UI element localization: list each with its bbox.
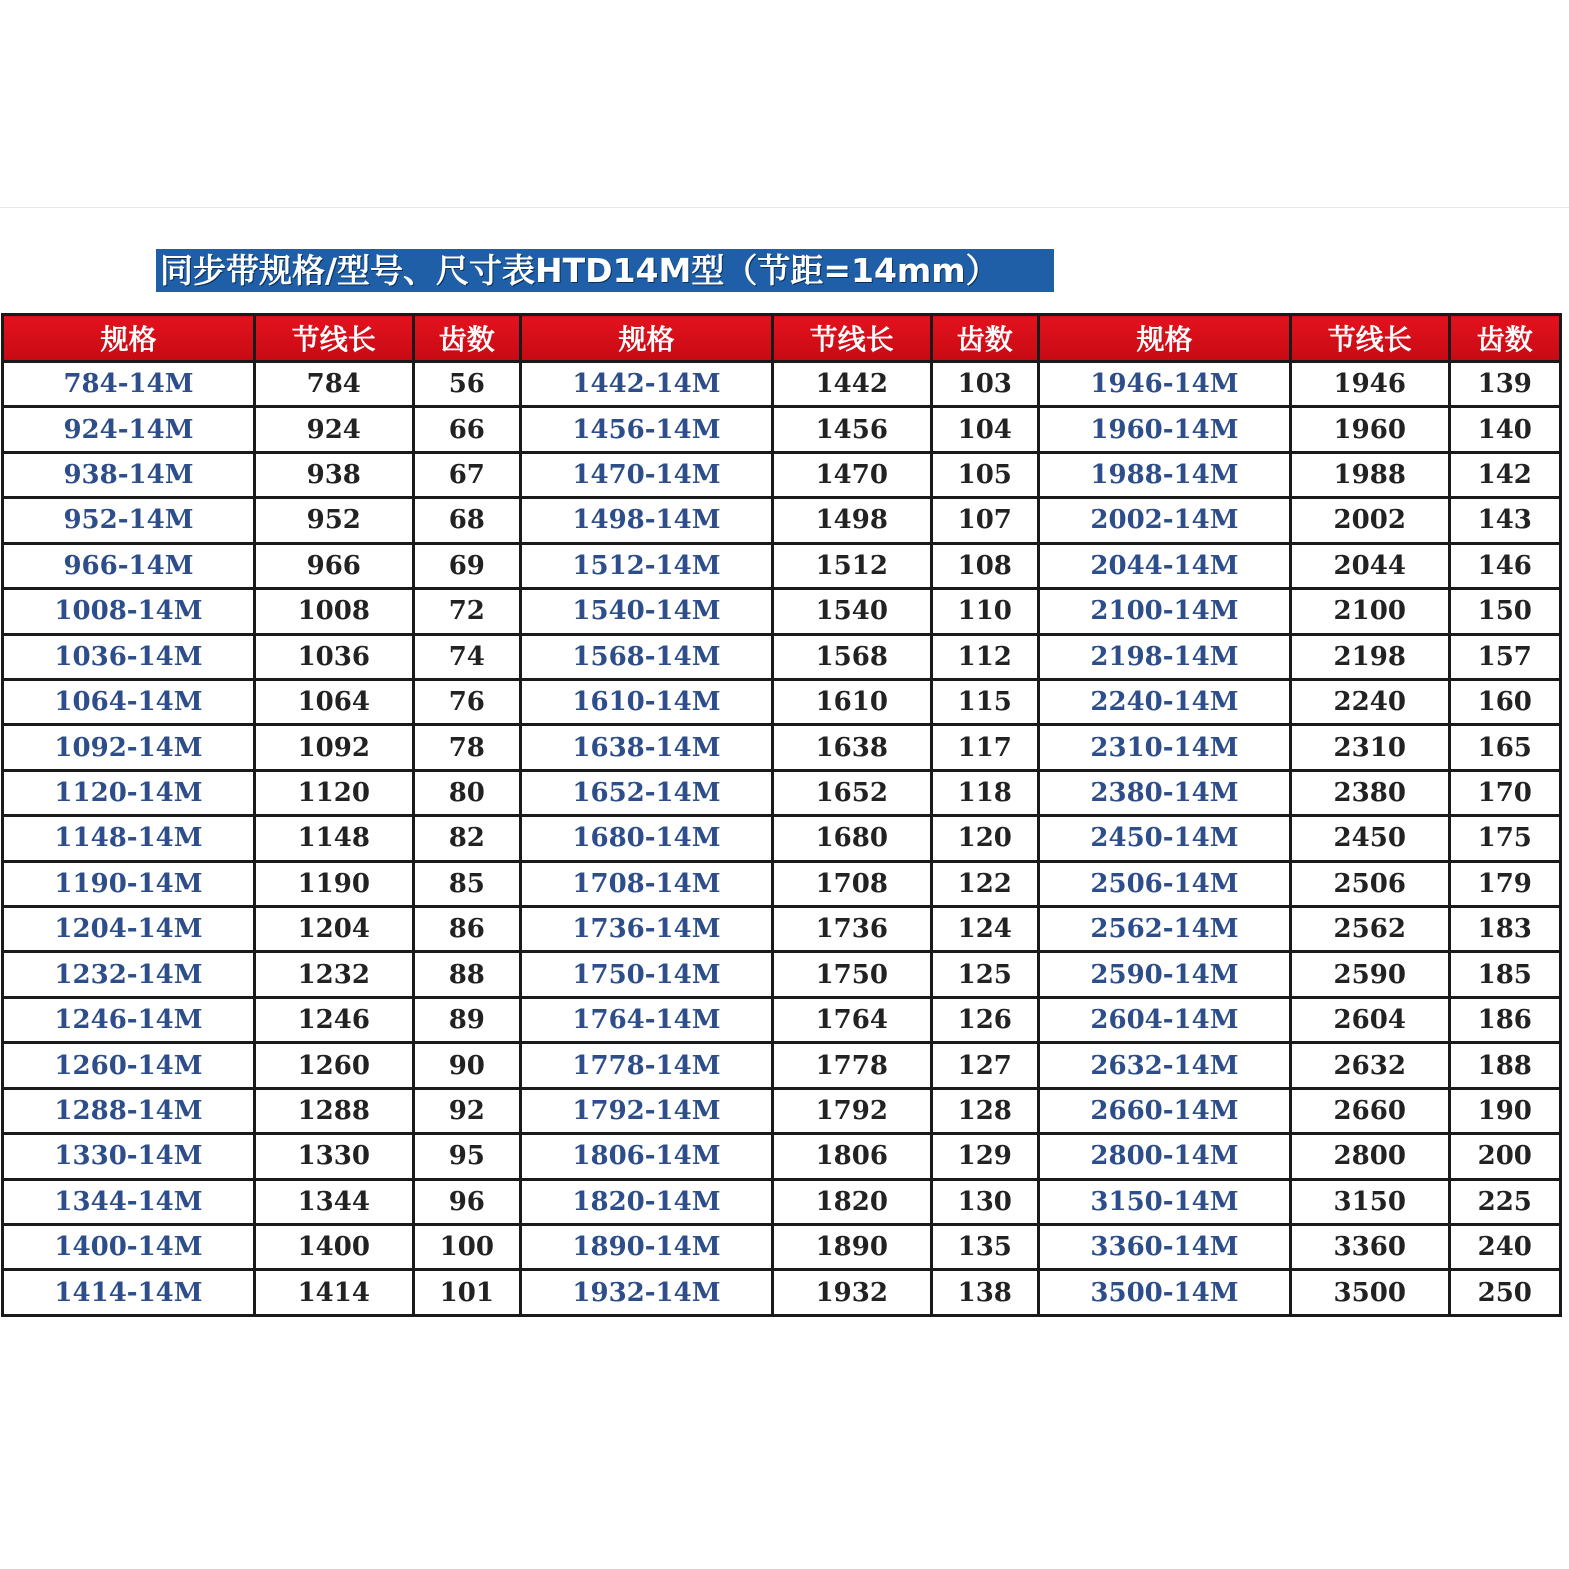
table-row — [3, 725, 1561, 770]
spec-cell: 1400-14M — [3, 1225, 255, 1270]
pitch-length-cell: 1652 — [772, 770, 931, 815]
teeth-cell: 146 — [1449, 543, 1560, 588]
pitch-length-cell: 1792 — [772, 1088, 931, 1133]
table-row — [3, 679, 1561, 724]
pitch-length-cell: 2562 — [1290, 907, 1449, 952]
pitch-length-cell: 1750 — [772, 952, 931, 997]
spec-cell: 2590-14M — [1038, 952, 1290, 997]
pitch-length-cell: 1008 — [254, 589, 413, 634]
table-row — [3, 997, 1561, 1042]
spec-cell: 1960-14M — [1038, 407, 1290, 452]
spec-cell: 938-14M — [3, 452, 255, 497]
spec-cell: 2562-14M — [1038, 907, 1290, 952]
table-row — [3, 543, 1561, 588]
pitch-length-cell: 1498 — [772, 498, 931, 543]
pitch-length-cell: 1260 — [254, 1043, 413, 1088]
table-row — [3, 362, 1561, 407]
pitch-length-cell: 784 — [254, 362, 413, 407]
table-row — [3, 1270, 1561, 1316]
teeth-cell: 240 — [1449, 1225, 1560, 1270]
pitch-length-cell: 2100 — [1290, 589, 1449, 634]
pitch-length-cell: 1064 — [254, 679, 413, 724]
teeth-cell: 100 — [413, 1225, 520, 1270]
pitch-length-cell: 1456 — [772, 407, 931, 452]
spec-cell: 1764-14M — [520, 997, 772, 1042]
pitch-length-cell: 2632 — [1290, 1043, 1449, 1088]
spec-cell: 1344-14M — [3, 1179, 255, 1224]
header-spec: 规格 — [3, 315, 255, 362]
spec-cell: 1204-14M — [3, 907, 255, 952]
teeth-cell: 110 — [931, 589, 1038, 634]
teeth-cell: 92 — [413, 1088, 520, 1133]
table-row — [3, 1088, 1561, 1133]
header-teeth: 齿数 — [1449, 315, 1560, 362]
teeth-cell: 130 — [931, 1179, 1038, 1224]
spec-cell: 2198-14M — [1038, 634, 1290, 679]
spec-cell: 1932-14M — [520, 1270, 772, 1316]
teeth-cell: 124 — [931, 907, 1038, 952]
pitch-length-cell: 1190 — [254, 861, 413, 906]
pitch-length-cell: 1470 — [772, 452, 931, 497]
teeth-cell: 85 — [413, 861, 520, 906]
teeth-cell: 128 — [931, 1088, 1038, 1133]
spec-cell: 2100-14M — [1038, 589, 1290, 634]
teeth-cell: 96 — [413, 1179, 520, 1224]
teeth-cell: 142 — [1449, 452, 1560, 497]
spec-cell: 1792-14M — [520, 1088, 772, 1133]
pitch-length-cell: 3500 — [1290, 1270, 1449, 1316]
spec-cell: 924-14M — [3, 407, 255, 452]
pitch-length-cell: 2044 — [1290, 543, 1449, 588]
spec-cell: 1288-14M — [3, 1088, 255, 1133]
teeth-cell: 108 — [931, 543, 1038, 588]
teeth-cell: 125 — [931, 952, 1038, 997]
pitch-length-cell: 1414 — [254, 1270, 413, 1316]
pitch-length-cell: 1764 — [772, 997, 931, 1042]
teeth-cell: 186 — [1449, 997, 1560, 1042]
pitch-length-cell: 1946 — [1290, 362, 1449, 407]
pitch-length-cell: 2590 — [1290, 952, 1449, 997]
table-row — [3, 407, 1561, 452]
pitch-length-cell: 1778 — [772, 1043, 931, 1088]
pitch-length-cell: 1204 — [254, 907, 413, 952]
teeth-cell: 76 — [413, 679, 520, 724]
spec-cell: 2450-14M — [1038, 816, 1290, 861]
spec-cell: 1820-14M — [520, 1179, 772, 1224]
teeth-cell: 188 — [1449, 1043, 1560, 1088]
pitch-length-cell: 1512 — [772, 543, 931, 588]
pitch-length-cell: 1092 — [254, 725, 413, 770]
spec-cell: 1806-14M — [520, 1134, 772, 1179]
spec-cell: 1148-14M — [3, 816, 255, 861]
pitch-length-cell: 1120 — [254, 770, 413, 815]
pitch-length-cell: 3150 — [1290, 1179, 1449, 1224]
spec-cell: 952-14M — [3, 498, 255, 543]
spec-cell: 1708-14M — [520, 861, 772, 906]
spec-cell: 1120-14M — [3, 770, 255, 815]
spec-cell: 784-14M — [3, 362, 255, 407]
spec-cell: 2310-14M — [1038, 725, 1290, 770]
spec-cell: 1260-14M — [3, 1043, 255, 1088]
table-row — [3, 770, 1561, 815]
table-title: 同步带规格/型号、尺寸表HTD14M型（节距=14mm） — [156, 249, 1054, 292]
spec-cell: 1946-14M — [1038, 362, 1290, 407]
pitch-length-cell: 2002 — [1290, 498, 1449, 543]
teeth-cell: 160 — [1449, 679, 1560, 724]
teeth-cell: 120 — [931, 816, 1038, 861]
header-pitch-length: 节线长 — [772, 315, 931, 362]
teeth-cell: 88 — [413, 952, 520, 997]
spec-cell: 1512-14M — [520, 543, 772, 588]
spec-cell: 1470-14M — [520, 452, 772, 497]
spec-table-container — [1, 313, 1562, 1317]
header-spec: 规格 — [1038, 315, 1290, 362]
pitch-length-cell: 1344 — [254, 1179, 413, 1224]
teeth-cell: 66 — [413, 407, 520, 452]
pitch-length-cell: 2800 — [1290, 1134, 1449, 1179]
table-row — [3, 498, 1561, 543]
pitch-length-cell: 1246 — [254, 997, 413, 1042]
teeth-cell: 56 — [413, 362, 520, 407]
pitch-length-cell: 1932 — [772, 1270, 931, 1316]
spec-cell: 1680-14M — [520, 816, 772, 861]
teeth-cell: 105 — [931, 452, 1038, 497]
pitch-length-cell: 2310 — [1290, 725, 1449, 770]
teeth-cell: 250 — [1449, 1270, 1560, 1316]
teeth-cell: 78 — [413, 725, 520, 770]
pitch-length-cell: 2240 — [1290, 679, 1449, 724]
teeth-cell: 200 — [1449, 1134, 1560, 1179]
table-row — [3, 861, 1561, 906]
pitch-length-cell: 1820 — [772, 1179, 931, 1224]
teeth-cell: 135 — [931, 1225, 1038, 1270]
spec-cell: 2506-14M — [1038, 861, 1290, 906]
pitch-length-cell: 1736 — [772, 907, 931, 952]
teeth-cell: 117 — [931, 725, 1038, 770]
pitch-length-cell: 1680 — [772, 816, 931, 861]
teeth-cell: 190 — [1449, 1088, 1560, 1133]
teeth-cell: 118 — [931, 770, 1038, 815]
teeth-cell: 157 — [1449, 634, 1560, 679]
table-row — [3, 907, 1561, 952]
teeth-cell: 170 — [1449, 770, 1560, 815]
teeth-cell: 72 — [413, 589, 520, 634]
teeth-cell: 165 — [1449, 725, 1560, 770]
pitch-length-cell: 2450 — [1290, 816, 1449, 861]
teeth-cell: 127 — [931, 1043, 1038, 1088]
teeth-cell: 104 — [931, 407, 1038, 452]
pitch-length-cell: 1568 — [772, 634, 931, 679]
pitch-length-cell: 1036 — [254, 634, 413, 679]
spec-cell: 1778-14M — [520, 1043, 772, 1088]
teeth-cell: 80 — [413, 770, 520, 815]
teeth-cell: 82 — [413, 816, 520, 861]
spec-cell: 1330-14M — [3, 1134, 255, 1179]
pitch-length-cell: 966 — [254, 543, 413, 588]
spec-cell: 1414-14M — [3, 1270, 255, 1316]
pitch-length-cell: 1442 — [772, 362, 931, 407]
spec-cell: 3150-14M — [1038, 1179, 1290, 1224]
teeth-cell: 68 — [413, 498, 520, 543]
table-row — [3, 589, 1561, 634]
pitch-length-cell: 1330 — [254, 1134, 413, 1179]
table-row — [3, 1225, 1561, 1270]
teeth-cell: 179 — [1449, 861, 1560, 906]
table-row — [3, 634, 1561, 679]
teeth-cell: 150 — [1449, 589, 1560, 634]
teeth-cell: 175 — [1449, 816, 1560, 861]
pitch-length-cell: 1400 — [254, 1225, 413, 1270]
spec-cell: 1456-14M — [520, 407, 772, 452]
header-pitch-length: 节线长 — [1290, 315, 1449, 362]
header-row — [3, 315, 1561, 362]
header-teeth: 齿数 — [931, 315, 1038, 362]
spec-cell: 1890-14M — [520, 1225, 772, 1270]
header-pitch-length: 节线长 — [254, 315, 413, 362]
pitch-length-cell: 1960 — [1290, 407, 1449, 452]
pitch-length-cell: 924 — [254, 407, 413, 452]
pitch-length-cell: 3360 — [1290, 1225, 1449, 1270]
teeth-cell: 89 — [413, 997, 520, 1042]
spec-cell: 1750-14M — [520, 952, 772, 997]
spec-cell: 1008-14M — [3, 589, 255, 634]
spec-cell: 1568-14M — [520, 634, 772, 679]
pitch-length-cell: 952 — [254, 498, 413, 543]
table-row — [3, 816, 1561, 861]
pitch-length-cell: 2660 — [1290, 1088, 1449, 1133]
teeth-cell: 86 — [413, 907, 520, 952]
table-row — [3, 952, 1561, 997]
spec-cell: 2800-14M — [1038, 1134, 1290, 1179]
pitch-length-cell: 2506 — [1290, 861, 1449, 906]
teeth-cell: 69 — [413, 543, 520, 588]
spec-cell: 1988-14M — [1038, 452, 1290, 497]
spec-cell: 2604-14M — [1038, 997, 1290, 1042]
spec-cell: 1736-14M — [520, 907, 772, 952]
pitch-length-cell: 1288 — [254, 1088, 413, 1133]
table-row — [3, 1043, 1561, 1088]
pitch-length-cell: 1232 — [254, 952, 413, 997]
teeth-cell: 225 — [1449, 1179, 1560, 1224]
table-row — [3, 1134, 1561, 1179]
teeth-cell: 90 — [413, 1043, 520, 1088]
spec-cell: 1092-14M — [3, 725, 255, 770]
table-row — [3, 452, 1561, 497]
teeth-cell: 183 — [1449, 907, 1560, 952]
spec-cell: 1064-14M — [3, 679, 255, 724]
teeth-cell: 101 — [413, 1270, 520, 1316]
spec-cell: 1540-14M — [520, 589, 772, 634]
pitch-length-cell: 2604 — [1290, 997, 1449, 1042]
spec-table — [1, 313, 1562, 1317]
teeth-cell: 126 — [931, 997, 1038, 1042]
spec-cell: 966-14M — [3, 543, 255, 588]
teeth-cell: 143 — [1449, 498, 1560, 543]
spec-cell: 1036-14M — [3, 634, 255, 679]
teeth-cell: 138 — [931, 1270, 1038, 1316]
teeth-cell: 185 — [1449, 952, 1560, 997]
teeth-cell: 103 — [931, 362, 1038, 407]
pitch-length-cell: 1890 — [772, 1225, 931, 1270]
teeth-cell: 107 — [931, 498, 1038, 543]
teeth-cell: 74 — [413, 634, 520, 679]
spec-cell: 1442-14M — [520, 362, 772, 407]
pitch-length-cell: 1988 — [1290, 452, 1449, 497]
spec-cell: 2380-14M — [1038, 770, 1290, 815]
spec-cell: 2240-14M — [1038, 679, 1290, 724]
pitch-length-cell: 938 — [254, 452, 413, 497]
top-divider — [0, 207, 1569, 208]
spec-cell: 2044-14M — [1038, 543, 1290, 588]
table-row — [3, 1179, 1561, 1224]
teeth-cell: 115 — [931, 679, 1038, 724]
spec-cell: 1190-14M — [3, 861, 255, 906]
teeth-cell: 112 — [931, 634, 1038, 679]
pitch-length-cell: 1708 — [772, 861, 931, 906]
teeth-cell: 122 — [931, 861, 1038, 906]
spec-cell: 1638-14M — [520, 725, 772, 770]
spec-cell: 2002-14M — [1038, 498, 1290, 543]
pitch-length-cell: 1540 — [772, 589, 931, 634]
spec-cell: 1232-14M — [3, 952, 255, 997]
teeth-cell: 129 — [931, 1134, 1038, 1179]
header-teeth: 齿数 — [413, 315, 520, 362]
pitch-length-cell: 2380 — [1290, 770, 1449, 815]
teeth-cell: 139 — [1449, 362, 1560, 407]
spec-cell: 1246-14M — [3, 997, 255, 1042]
spec-cell: 2660-14M — [1038, 1088, 1290, 1133]
spec-cell: 1610-14M — [520, 679, 772, 724]
spec-cell: 1652-14M — [520, 770, 772, 815]
teeth-cell: 95 — [413, 1134, 520, 1179]
pitch-length-cell: 1806 — [772, 1134, 931, 1179]
pitch-length-cell: 1610 — [772, 679, 931, 724]
pitch-length-cell: 2198 — [1290, 634, 1449, 679]
table-body — [3, 362, 1561, 1316]
teeth-cell: 140 — [1449, 407, 1560, 452]
pitch-length-cell: 1148 — [254, 816, 413, 861]
header-spec: 规格 — [520, 315, 772, 362]
spec-cell: 1498-14M — [520, 498, 772, 543]
spec-cell: 3360-14M — [1038, 1225, 1290, 1270]
teeth-cell: 67 — [413, 452, 520, 497]
spec-cell: 2632-14M — [1038, 1043, 1290, 1088]
pitch-length-cell: 1638 — [772, 725, 931, 770]
spec-cell: 3500-14M — [1038, 1270, 1290, 1316]
